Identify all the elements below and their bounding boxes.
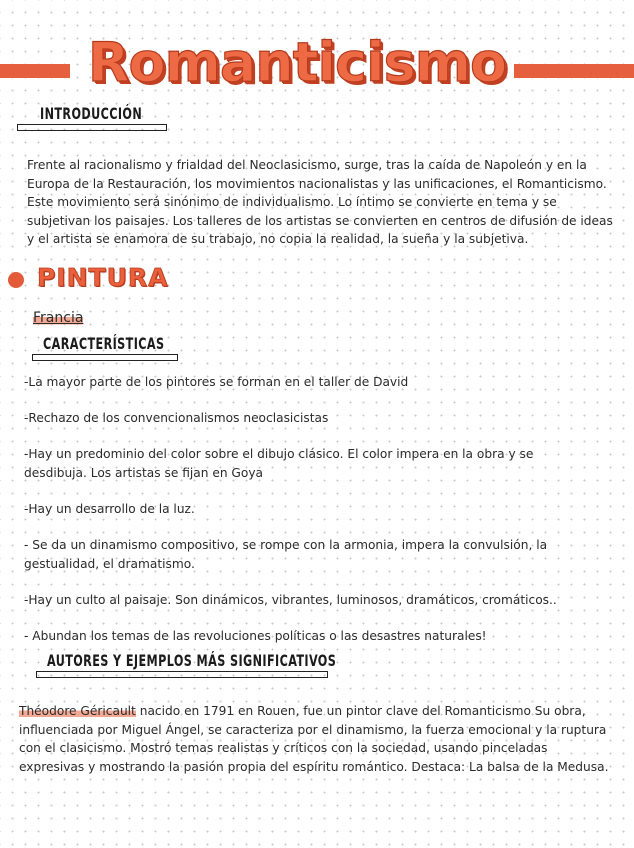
title-bar-left [0, 64, 70, 78]
title-bar-right [514, 64, 634, 78]
characteristics-heading: CARACTERÍSTICAS [43, 334, 165, 353]
page-title: Romanticismo [87, 31, 507, 94]
characteristic-item-3: -Hay un predominio del color sobre el dibujo clásico. El color impera en la obra y se desdibuja. Los artistas se fijan en Goya [24, 447, 534, 480]
intro-paragraph: Frente al racionalismo y frialdad del Neoclasicismo, surge, tras la caída de Napoleón y en la Europa de la Restauración, los movimientos nacionalistas y las unificaciones, el Romanticismo. Este movimiento será sinónimo de individualismo. Lo íntimo se convierte en tema y se subjetivan los paisajes. Los talleres de los artistas se convierten en centros de difusión de ideas y el artista se enamora de su trabajo, no copia la realidad, la sueña y la subjetiva. [27, 158, 613, 247]
characteristic-item-7: - Abundan los temas de las revoluciones políticas o las desastres naturales! [24, 629, 487, 643]
characteristic-item-5: - Se da un dinamismo compositivo, se rompe con la armonia, impera la convulsión, la gestualidad, el dramatismo. [24, 538, 548, 571]
characteristic-item-6: -Hay un culto al paisaje. Son dinámicos, vibrantes, luminosos, dramáticos, cromáticos.. [24, 593, 557, 607]
artist-description: nacido en 1791 en Rouen, fue un pintor clave del Romanticismo Su obra, influenciada por Miguel Ángel, se caracteriza por el dinamismo, la fuerza emocional y la ruptura con el clasicismo. Mostró temas realistas y críticos con la sociedad, usando pinceladas expresivas y mostrando la pasión propia del espíritu romántico. Destaca: La balsa de la Medusa. [19, 704, 609, 774]
country-label: Francia [33, 310, 84, 326]
intro-heading-underline [17, 124, 167, 131]
authors-underline [36, 671, 328, 678]
section-title-pintura: PINTURA [37, 263, 169, 292]
authors-paragraph [19, 702, 615, 776]
authors-heading: AUTORES Y EJEMPLOS MÁS SIGNIFICATIVOS [47, 651, 337, 670]
characteristic-item-2: -Rechazo de los convencionalismos neoclasicistas [24, 411, 329, 425]
section-bullet-dot [8, 272, 24, 288]
characteristic-item-4: -Hay un desarrollo de la luz. [24, 502, 195, 516]
artist-name: Théodore Géricault [19, 704, 136, 718]
characteristics-underline [32, 354, 178, 361]
characteristic-item-1: -La mayor parte de los pintores se forman en el taller de David [24, 375, 409, 389]
intro-heading: INTRODUCCIÓN [40, 104, 143, 123]
